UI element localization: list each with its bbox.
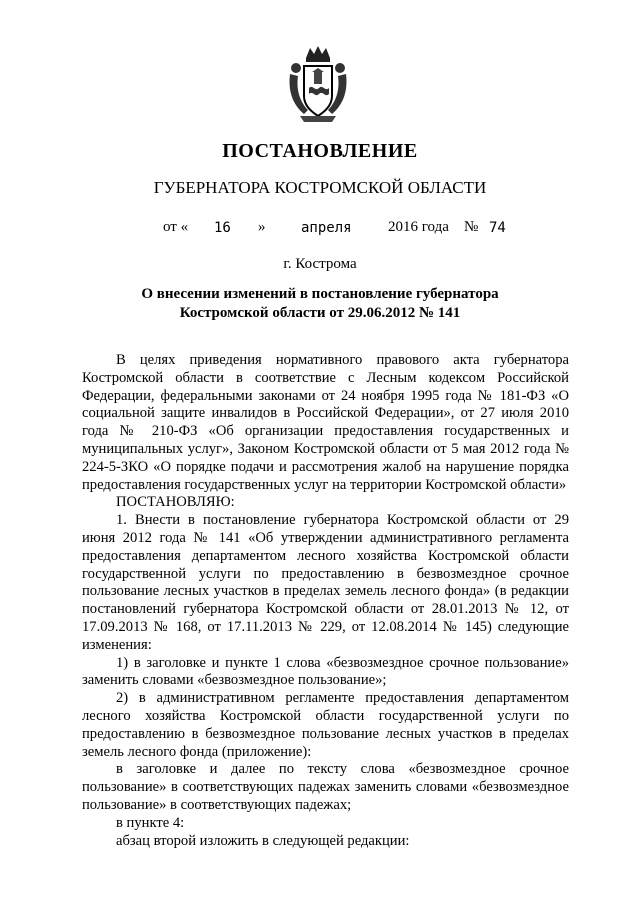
date-year: 2016 года (388, 219, 449, 235)
heading-line-1: О внесении изменений в постановление губернатора (141, 286, 499, 302)
preamble-paragraph: В целях приведения нормативного правового акта губернатора Костромской области в соответствие с Лесным кодексом Российской Федерации, федеральными законами от 24 ноября 1995 года № 181-ФЗ «О социальной защите инвалидов в Российской Федерации», от 27 июля 2010 года № 210-ФЗ «Об организации предоставления государственных и муниципальных услуг», Законом Костромской области от 5 мая 2012 года № 224-5-ЗКО «О порядке подачи и рассмотрения жалоб на нарушение порядка предоставления государственных услуг на территории Костромской области» (82, 352, 569, 493)
city-line: г. Кострома (283, 256, 357, 272)
issuer-title: ГУБЕРНАТОРА КОСТРОМСКОЙ ОБЛАСТИ (153, 178, 487, 197)
document-heading (120, 285, 520, 323)
subitem-2a-paragraph: в заголовке и далее по тексту слова «безвозмездное срочное пользование» в соответствующих падежах заменить словами «безвозмездное пользование» в соответствующих падежах; (82, 761, 569, 813)
date-number-line (0, 219, 640, 239)
item-1-paragraph: 1. Внести в постановление губернатора Костромской области от 29 июня 2012 года № 141 «Об утверждении административного регламента предоставления департаментом лесного хозяйства Костромской области государственной услуги по предоставлению в безвозмездное срочное пользование лесных участков в пределах земель лесного фонда» (в редакции постановлений губернатора Костромской области от 28.01.2013 № 12, от 17.09.2013 № 168, от 17.11.2013 № 229, от 12.08.2014 № 145) следующие изменения: (82, 512, 569, 653)
subitem-2b-paragraph: в пункте 4: (116, 814, 185, 831)
decree-word: ПОСТАНОВЛЯЮ: (116, 494, 235, 511)
kostroma-coat-of-arms-icon (286, 44, 350, 124)
date-day: 16 (214, 220, 231, 236)
document-type-title: ПОСТАНОВЛЕНИЕ (222, 140, 418, 162)
document-body (82, 352, 569, 850)
document-number: 74 (489, 220, 506, 236)
date-quote-close: » (258, 219, 266, 235)
subitem-2-paragraph: 2) в административном регламенте предоставления департаментом лесного хозяйства Костромской области государственной услуги по предоставлению в безвозмездное пользование лесных участков в пределах земель лесного фонда (приложение): (82, 690, 569, 760)
subitem-1-paragraph: 1) в заголовке и пункте 1 слова «безвозмездное срочное пользование» заменить словами «безвозмездное пользование»; (82, 654, 569, 689)
date-month: апреля (301, 220, 352, 236)
heading-line-2: Костромской области от 29.06.2012 № 141 (179, 305, 461, 321)
subitem-2c-paragraph: абзац второй изложить в следующей редакции: (116, 832, 410, 849)
date-prefix: от « (163, 219, 189, 235)
number-sign: № (464, 219, 479, 235)
